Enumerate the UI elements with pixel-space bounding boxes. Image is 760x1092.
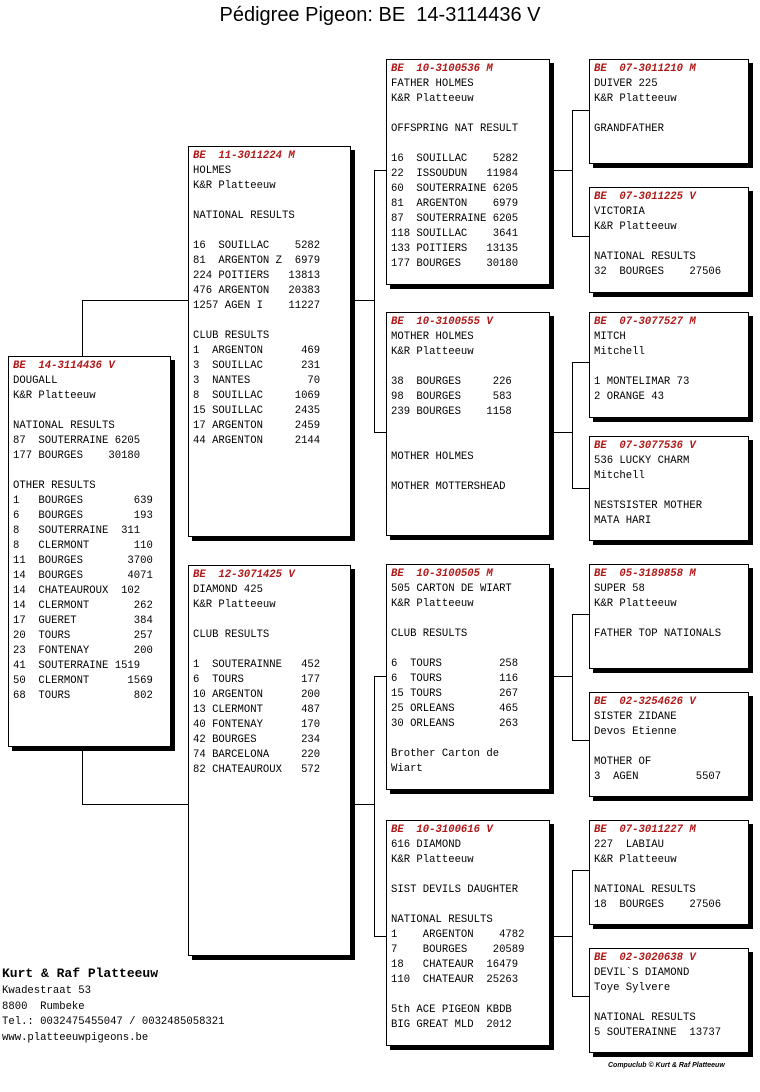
card-line: NATIONAL RESULTS: [594, 251, 696, 263]
card-line: 8 CLERMONT 110: [13, 540, 153, 552]
card-line: 40 FONTENAY 170: [193, 719, 321, 731]
card-line: 1 MONTELIMAR 73: [594, 376, 690, 388]
ring-number: BE 14-3114436 V: [13, 360, 115, 372]
spacer-line: [391, 435, 545, 450]
spacer-line: [391, 612, 545, 627]
card-line: 5th ACE PIGEON KBDB: [391, 1004, 512, 1016]
spacer-line: [391, 732, 545, 747]
ring-number: BE 10-3100555 V: [391, 316, 493, 328]
card-line: K&R Platteeuw: [13, 390, 96, 402]
card-line: 81 ARGENTON Z 6979: [193, 255, 321, 267]
spacer-line: [13, 404, 166, 419]
connector-line: [374, 170, 375, 432]
connector-line: [572, 740, 589, 741]
connector-line: [351, 804, 374, 805]
card-line: 6 BOURGES 193: [13, 510, 153, 522]
card-line: 44 ARGENTON 2144: [193, 435, 321, 447]
card-line: NATIONAL RESULTS: [391, 914, 493, 926]
pigeon-card-dam: [188, 565, 351, 956]
spacer-line: [193, 194, 346, 209]
card-line: 8 SOUILLAC 1069: [193, 390, 321, 402]
card-line: 14 CLERMONT 262: [13, 600, 153, 612]
card-line: Devos Etienne: [594, 726, 677, 738]
card-line: 17 ARGENTON 2459: [193, 420, 321, 432]
card-line: K&R Platteeuw: [594, 598, 677, 610]
card-line: GRANDFATHER: [594, 123, 664, 135]
card-line: K&R Platteeuw: [391, 598, 474, 610]
connector-line: [550, 170, 572, 171]
card-line: 25 ORLEANS 465: [391, 703, 519, 715]
card-line: 16 SOUILLAC 5282: [193, 240, 321, 252]
pigeon-card-grandsire-maternal: [386, 564, 550, 790]
card-line: FATHER HOLMES: [391, 78, 474, 90]
card-line: 227 LABIAU: [594, 839, 664, 851]
card-line: 11 BOURGES 3700: [13, 555, 153, 567]
card-line: 14 BOURGES 4071: [13, 570, 153, 582]
card-line: 2 ORANGE 43: [594, 391, 664, 403]
card-line: SIST DEVILS DAUGHTER: [391, 884, 519, 896]
pigeon-card-gg-4: [589, 436, 749, 541]
connector-line: [82, 746, 83, 804]
card-line: 1 ARGENTON 469: [193, 345, 321, 357]
card-line: DIAMOND 425: [193, 584, 263, 596]
breeder-website[interactable]: www.platteeuwpigeons.be: [2, 1031, 149, 1044]
card-line: 133 POITIERS 13135: [391, 243, 519, 255]
breeder-address: Kwadestraat 53: [2, 985, 92, 997]
card-line: 1 BOURGES 639: [13, 495, 153, 507]
card-line: CLUB RESULTS: [193, 330, 270, 342]
spacer-line: [594, 740, 744, 755]
pigeon-card-gg-6: [589, 692, 749, 797]
card-line: 98 BOURGES 583: [391, 391, 512, 403]
ring-number: BE 10-3100536 M: [391, 63, 493, 75]
software-credit: Compuclub © Kurt & Raf Platteeuw: [608, 1062, 725, 1069]
card-line: 3 AGEN 5507: [594, 771, 722, 783]
card-line: 41 SOUTERRAINE 1519: [13, 660, 141, 672]
card-line: 87 SOUTERRAINE 6205: [391, 213, 519, 225]
connector-line: [550, 432, 572, 433]
spacer-line: [391, 420, 545, 435]
card-line: 6 TOURS 177: [193, 674, 321, 686]
card-line: 7 BOURGES 20589: [391, 944, 525, 956]
card-line: MOTHER MOTTERSHEAD: [391, 481, 506, 493]
spacer-line: [594, 996, 744, 1011]
card-line: 23 FONTENAY 200: [13, 645, 153, 657]
card-line: 87 SOUTERRAINE 6205: [13, 435, 141, 447]
card-line: 6 TOURS 116: [391, 673, 519, 685]
card-line: K&R Platteeuw: [594, 93, 677, 105]
card-line: NATIONAL RESULTS: [594, 884, 696, 896]
pigeon-card-gg-2: [589, 187, 749, 293]
ring-number: BE 07-3011227 M: [594, 824, 696, 836]
spacer-line: [594, 235, 744, 250]
spacer-line: [391, 107, 545, 122]
card-line: K&R Platteeuw: [193, 599, 276, 611]
card-line: 1257 AGEN I 11227: [193, 300, 321, 312]
spacer-line: [391, 868, 545, 883]
card-line: 536 LUCKY CHARM: [594, 455, 690, 467]
card-line: MOTHER HOLMES: [391, 451, 474, 463]
card-line: Wiart: [391, 763, 423, 775]
card-line: 22 ISSOUDUN 11984: [391, 168, 519, 180]
spacer-line: [594, 107, 744, 122]
card-line: MATA HARI: [594, 515, 652, 527]
card-line: Brother Carton de: [391, 748, 500, 760]
breeder-info: [2, 964, 225, 1046]
card-line: DUIVER 225: [594, 78, 658, 90]
card-line: 239 BOURGES 1158: [391, 406, 512, 418]
spacer-line: [594, 868, 744, 883]
pigeon-card-gg-1: [589, 59, 749, 164]
breeder-phone: Tel.: 0032475455047 / 0032485058321: [2, 1016, 225, 1028]
connector-line: [374, 676, 375, 936]
card-line: FATHER TOP NATIONALS: [594, 628, 722, 640]
ring-number: BE 05-3189858 M: [594, 568, 696, 580]
connector-line: [550, 676, 572, 677]
ring-number: BE 07-3011210 M: [594, 63, 696, 75]
pigeon-card-sire: [188, 146, 351, 537]
connector-line: [572, 870, 589, 871]
spacer-line: [193, 643, 346, 658]
card-line: 74 BARCELONA 220: [193, 749, 321, 761]
spacer-line: [391, 988, 545, 1003]
connector-line: [572, 110, 573, 236]
card-line: MOTHER OF: [594, 756, 652, 768]
card-line: CLUB RESULTS: [391, 628, 468, 640]
card-line: K&R Platteeuw: [193, 180, 276, 192]
pigeon-card-gg-3: [589, 312, 749, 418]
card-line: NESTSISTER MOTHER: [594, 500, 703, 512]
card-line: K&R Platteeuw: [391, 93, 474, 105]
card-line: 50 CLERMONT 1569: [13, 675, 153, 687]
spacer-line: [193, 613, 346, 628]
card-line: 20 TOURS 257: [13, 630, 153, 642]
pigeon-card-gg-8: [589, 948, 749, 1053]
card-line: OTHER RESULTS: [13, 480, 96, 492]
pigeon-card-subject: [8, 356, 171, 747]
card-line: 60 SOUTERRAINE 6205: [391, 183, 519, 195]
card-line: SUPER 58: [594, 583, 645, 595]
card-line: OFFSPRING NAT RESULT: [391, 123, 519, 135]
ring-number: BE 11-3011224 M: [193, 150, 295, 162]
connector-line: [572, 362, 589, 363]
card-line: 17 GUERET 384: [13, 615, 153, 627]
spacer-line: [594, 360, 744, 375]
connector-line: [572, 996, 589, 997]
connector-line: [572, 110, 589, 111]
spacer-line: [391, 898, 545, 913]
spacer-line: [594, 484, 744, 499]
spacer-line: [193, 224, 346, 239]
ring-number: BE 02-3254626 V: [594, 696, 696, 708]
card-line: 177 BOURGES 30180: [13, 450, 141, 462]
card-line: MITCH: [594, 331, 626, 343]
card-line: 82 CHATEAUROUX 572: [193, 764, 321, 776]
ring-number: BE 07-3077536 V: [594, 440, 696, 452]
card-line: SISTER ZIDANE: [594, 711, 677, 723]
card-line: Toye Sylvere: [594, 982, 671, 994]
card-line: 16 SOUILLAC 5282: [391, 153, 519, 165]
card-line: 224 POITIERS 13813: [193, 270, 321, 282]
card-line: 3 NANTES 70: [193, 375, 321, 387]
page-title: Pédigree Pigeon: BE 14-3114436 V: [219, 4, 541, 26]
card-line: 1 SOUTERAINNE 452: [193, 659, 321, 671]
card-line: 30 ORLEANS 263: [391, 718, 519, 730]
ring-number: BE 07-3077527 M: [594, 316, 696, 328]
pigeon-card-granddam-maternal: [386, 820, 550, 1046]
pigeon-card-granddam-paternal: [386, 312, 550, 536]
card-line: 505 CARTON DE WIART: [391, 583, 512, 595]
card-line: 14 CHATEAUROUX 102: [13, 585, 141, 597]
card-line: CLUB RESULTS: [193, 629, 270, 641]
connector-line: [351, 300, 374, 301]
card-line: K&R Platteeuw: [391, 854, 474, 866]
pigeon-card-gg-7: [589, 820, 749, 925]
card-line: 13 CLERMONT 487: [193, 704, 321, 716]
card-line: 81 ARGENTON 6979: [391, 198, 519, 210]
card-line: 5 SOUTERAINNE 13737: [594, 1027, 722, 1039]
card-line: MOTHER HOLMES: [391, 331, 474, 343]
card-line: NATIONAL RESULTS: [13, 420, 115, 432]
connector-line: [82, 300, 190, 301]
card-line: 42 BOURGES 234: [193, 734, 321, 746]
card-line: 616 DIAMOND: [391, 839, 461, 851]
card-line: 10 ARGENTON 200: [193, 689, 321, 701]
card-line: DEVIL`S DIAMOND: [594, 967, 690, 979]
spacer-line: [391, 642, 545, 657]
ring-number: BE 12-3071425 V: [193, 569, 295, 581]
card-line: Mitchell: [594, 470, 645, 482]
ring-number: BE 10-3100505 M: [391, 568, 493, 580]
card-line: DOUGALL: [13, 375, 58, 387]
card-line: BIG GREAT MLD 2012: [391, 1019, 512, 1031]
card-line: 8 SOUTERRAINE 311: [13, 525, 141, 537]
card-line: 118 SOUILLAC 3641: [391, 228, 519, 240]
connector-line: [550, 936, 572, 937]
card-line: HOLMES: [193, 165, 232, 177]
card-line: 15 TOURS 267: [391, 688, 519, 700]
card-line: 1 ARGENTON 4782: [391, 929, 525, 941]
spacer-line: [391, 360, 545, 375]
connector-line: [572, 870, 573, 996]
spacer-line: [13, 464, 166, 479]
card-line: 18 CHATEAUR 16479: [391, 959, 519, 971]
connector-line: [572, 362, 573, 488]
ring-number: BE 07-3011225 V: [594, 191, 696, 203]
ring-number: BE 02-3020638 V: [594, 952, 696, 964]
breeder-city: 8800 Rumbeke: [2, 1000, 85, 1013]
connector-line: [572, 614, 573, 740]
card-line: K&R Platteeuw: [391, 346, 474, 358]
card-line: K&R Platteeuw: [594, 854, 677, 866]
connector-line: [572, 236, 589, 237]
card-line: 32 BOURGES 27506: [594, 266, 722, 278]
card-line: VICTORIA: [594, 206, 645, 218]
card-line: 38 BOURGES 226: [391, 376, 512, 388]
card-line: K&R Platteeuw: [594, 221, 677, 233]
ring-number: BE 10-3100616 V: [391, 824, 493, 836]
card-line: 15 SOUILLAC 2435: [193, 405, 321, 417]
card-line: NATIONAL RESULTS: [193, 210, 295, 222]
pigeon-card-grandsire-paternal: [386, 59, 550, 285]
pigeon-card-gg-5: [589, 564, 749, 669]
card-line: NATIONAL RESULTS: [594, 1012, 696, 1024]
spacer-line: [594, 612, 744, 627]
connector-line: [572, 614, 589, 615]
card-line: 110 CHATEAUR 25263: [391, 974, 519, 986]
connector-line: [572, 488, 589, 489]
card-line: Mitchell: [594, 346, 645, 358]
spacer-line: [391, 465, 545, 480]
card-line: 18 BOURGES 27506: [594, 899, 722, 911]
card-line: 476 ARGENTON 20383: [193, 285, 321, 297]
card-line: 3 SOUILLAC 231: [193, 360, 321, 372]
connector-line: [82, 804, 190, 805]
card-line: 177 BOURGES 30180: [391, 258, 519, 270]
card-line: 68 TOURS 802: [13, 690, 153, 702]
spacer-line: [391, 137, 545, 152]
breeder-name: Kurt & Raf Platteeuw: [2, 966, 159, 981]
spacer-line: [193, 314, 346, 329]
connector-line: [82, 300, 83, 358]
card-line: 6 TOURS 258: [391, 658, 519, 670]
